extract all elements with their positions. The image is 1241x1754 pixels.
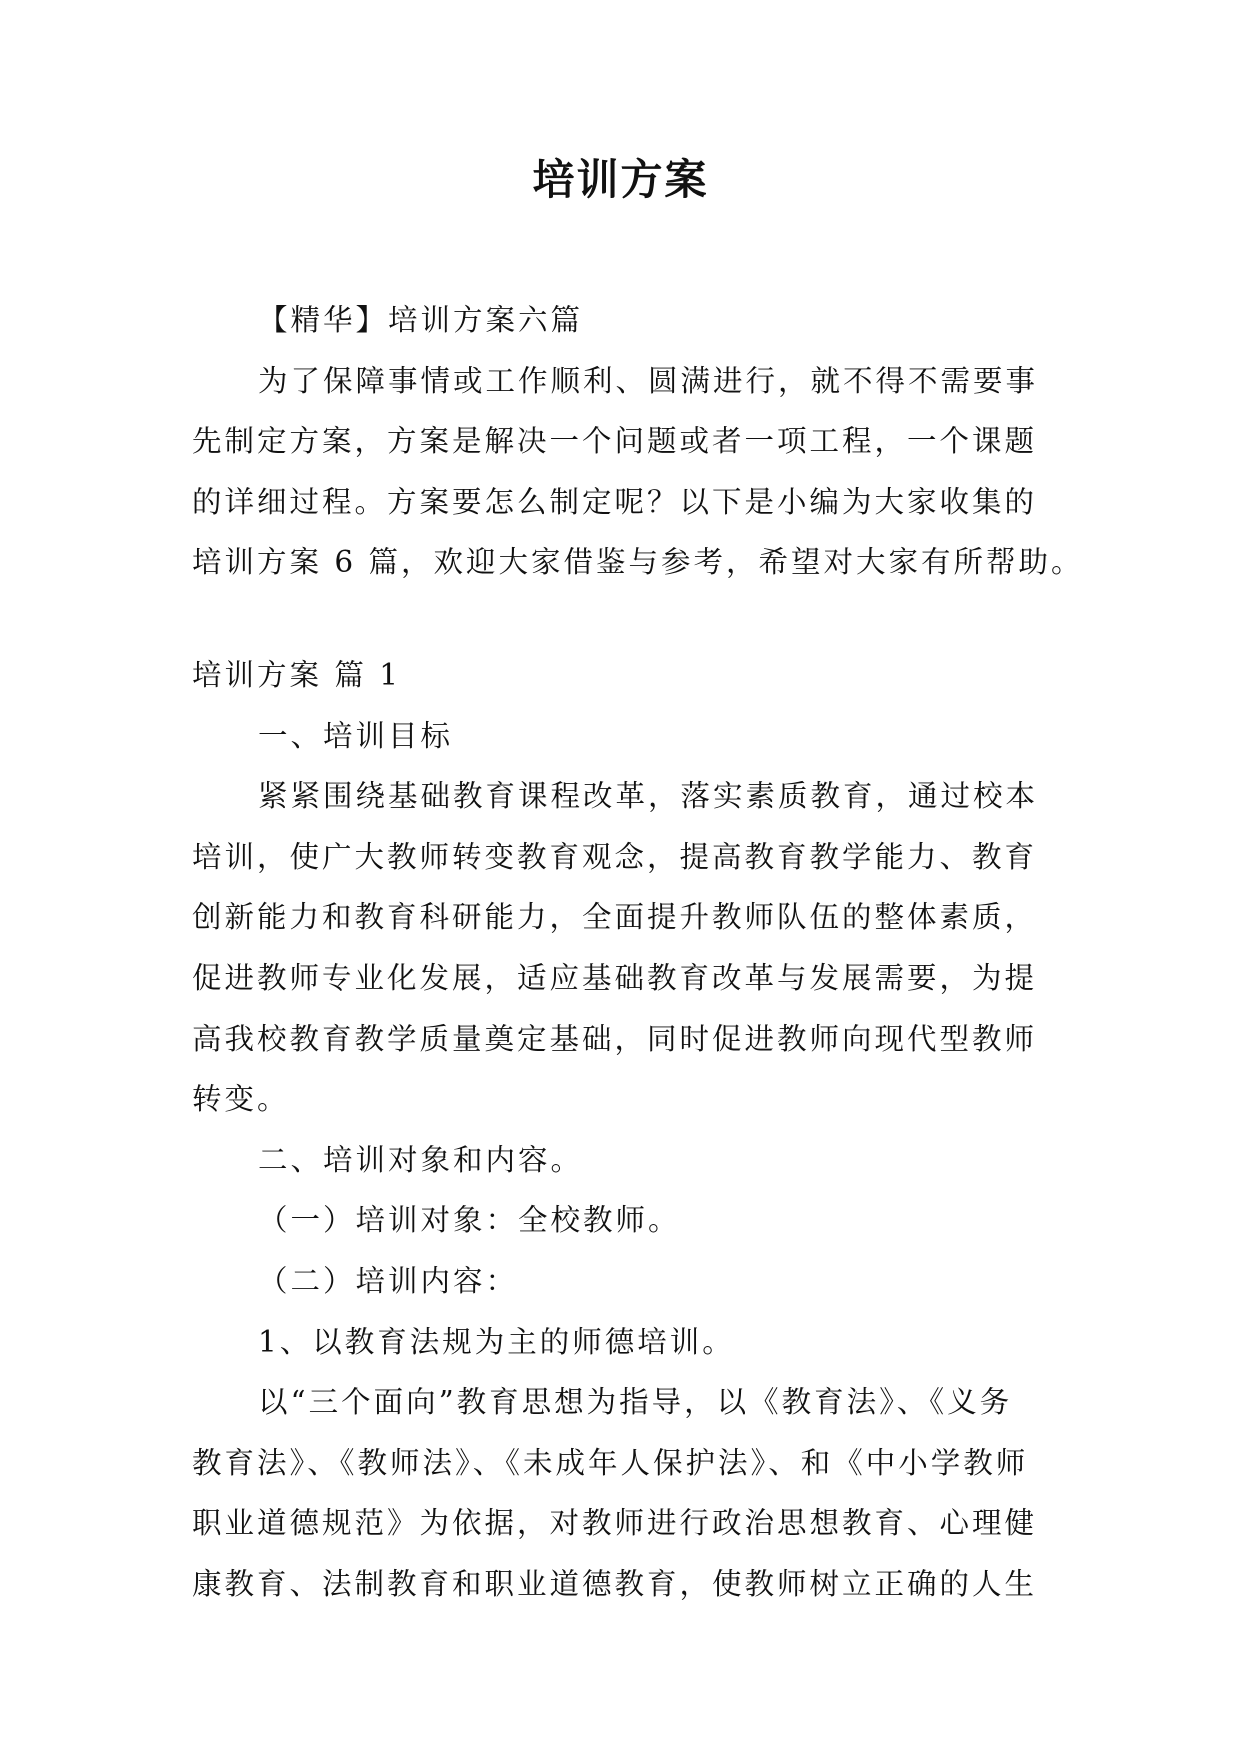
heading-training-targets: 二、培训对象和内容。 [258, 1142, 584, 1177]
paragraph-line: 促进教师专业化发展，适应基础教育改革与发展需要，为提 [192, 960, 1038, 995]
subheading-targets: （一）培训对象：全校教师。 [258, 1203, 681, 1238]
subheading-content: （二）培训内容： [258, 1263, 519, 1298]
paragraph-line: 紧紧围绕基础教育课程改革，落实素质教育，通过校本 [258, 779, 1039, 814]
paragraph-line: 以“三个面向”教育思想为指导，以《教育法》、《义务 [258, 1385, 1013, 1420]
intro-line: 先制定方案，方案是解决一个问题或者一项工程，一个课题 [192, 424, 1038, 459]
paragraph-line: 教育法》、《教师法》、《未成年人保护法》、和《中小学教师 [192, 1445, 1029, 1480]
page-title: 培训方案 [532, 155, 709, 204]
paragraph-line: 职业道德规范》为依据，对教师进行政治思想教育、心理健 [192, 1506, 1038, 1541]
paragraph-line: 创新能力和教育科研能力，全面提升教师队伍的整体素质， [192, 900, 1038, 935]
paragraph-line: 康教育、法制教育和职业道德教育，使教师树立正确的人生 [192, 1566, 1038, 1601]
paragraph-line: 转变。 [192, 1082, 290, 1117]
spacer [192, 593, 1062, 645]
list-item: 1、以教育法规为主的师德培训。 [258, 1324, 735, 1359]
document-body [192, 290, 1084, 1614]
document-subtitle: 【精华】培训方案六篇 [258, 303, 584, 337]
paragraph-line: 培训，使广大教师转变教育观念，提高教育教学能力、教育 [192, 839, 1038, 874]
intro-line: 的详细过程。方案要怎么制定呢？以下是小编为大家收集的 [192, 484, 1038, 519]
section-heading: 培训方案 篇 1 [192, 657, 402, 692]
heading-training-goals: 一、培训目标 [258, 718, 454, 753]
intro-line: 培训方案 6 篇，欢迎大家借鉴与参考，希望对大家有所帮助。 [192, 545, 1084, 580]
intro-line: 为了保障事情或工作顺利、圆满进行，就不得不需要事 [258, 363, 1039, 398]
paragraph-line: 高我校教育教学质量奠定基础，同时促进教师向现代型教师 [192, 1021, 1038, 1056]
